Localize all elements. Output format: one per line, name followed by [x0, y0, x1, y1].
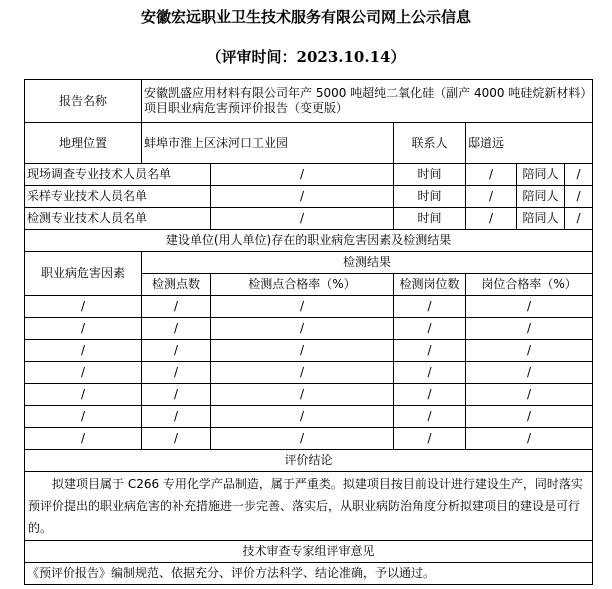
table-row	[25, 340, 593, 362]
cell: /	[211, 428, 394, 450]
time-label: 时间	[394, 208, 466, 230]
conclusion-title: 评价结论	[25, 450, 593, 472]
cell: /	[25, 340, 142, 362]
column-header: 检测点数	[142, 274, 211, 296]
conclusion-text: 拟建项目属于 C266 专用化学产品制造，属于严重类。拟建项目按目前设计进行建设生产，同时落实预评价提出的职业病危害的补充措施进一步完善、落实后，从职业病防治角度分析拟建项目的建设是可行的。	[25, 472, 593, 541]
cell: /	[142, 428, 211, 450]
cell: /	[211, 384, 394, 406]
cell: /	[142, 384, 211, 406]
column-header: 检测岗位数	[394, 274, 466, 296]
location-value: 蚌埠市淮上区沫河口工业园	[142, 123, 394, 164]
expert-text-row	[25, 563, 593, 585]
accompany-value: /	[565, 186, 593, 208]
contact-value: 邸道远	[466, 123, 593, 164]
cell: /	[466, 296, 593, 318]
cell: /	[142, 296, 211, 318]
cell: /	[211, 296, 394, 318]
cell: /	[25, 428, 142, 450]
personnel-names: /	[211, 186, 394, 208]
report-name-row	[25, 80, 593, 123]
personnel-row	[25, 186, 593, 208]
personnel-row	[25, 164, 593, 186]
cell: /	[394, 340, 466, 362]
report-name-label: 报告名称	[25, 80, 142, 123]
cell: /	[25, 406, 142, 428]
accompany-label: 陪同人	[517, 186, 565, 208]
hazards-header-row	[25, 252, 593, 274]
location-row	[25, 123, 593, 164]
time-value: /	[466, 186, 517, 208]
time-label: 时间	[394, 186, 466, 208]
cell: /	[25, 318, 142, 340]
personnel-label: 现场调查专业技术人员名单	[25, 164, 211, 186]
cell: /	[394, 384, 466, 406]
cell: /	[466, 318, 593, 340]
personnel-row	[25, 208, 593, 230]
cell: /	[466, 362, 593, 384]
personnel-names: /	[211, 164, 394, 186]
expert-text: 《预评价报告》编制规范、依据充分、评价方法科学、结论准确，予以通过。	[25, 563, 593, 585]
cell: /	[142, 362, 211, 384]
cell: /	[394, 296, 466, 318]
factor-header: 职业病危害因素	[25, 252, 142, 296]
column-header: 岗位合格率（%）	[466, 274, 593, 296]
table-row	[25, 384, 593, 406]
cell: /	[466, 406, 593, 428]
cell: /	[211, 406, 394, 428]
cell: /	[394, 362, 466, 384]
cell: /	[211, 362, 394, 384]
accompany-label: 陪同人	[517, 164, 565, 186]
cell: /	[394, 406, 466, 428]
hazards-section-row	[25, 230, 593, 252]
time-label: 时间	[394, 164, 466, 186]
table-row	[25, 362, 593, 384]
table-row	[25, 428, 593, 450]
conclusion-text-row	[25, 472, 593, 541]
table-row	[25, 296, 593, 318]
cell: /	[142, 340, 211, 362]
cell: /	[466, 384, 593, 406]
accompany-label: 陪同人	[517, 208, 565, 230]
disclosure-table	[24, 79, 593, 585]
accompany-value: /	[565, 164, 593, 186]
cell: /	[25, 296, 142, 318]
report-name-value: 安徽凯盛应用材料有限公司年产 5000 吨超纯二氧化硅（副产 4000 吨硅烷新材料）项目职业病危害预评价报告（变更版）	[142, 80, 593, 123]
cell: /	[394, 428, 466, 450]
time-value: /	[466, 208, 517, 230]
personnel-names: /	[211, 208, 394, 230]
column-header: 检测点合格率（%）	[211, 274, 394, 296]
cell: /	[394, 318, 466, 340]
contact-label: 联系人	[394, 123, 466, 164]
expert-title-row	[25, 541, 593, 563]
cell: /	[25, 384, 142, 406]
review-date: （评审时间：2023.10.14）	[206, 48, 406, 66]
cell: /	[142, 406, 211, 428]
personnel-label: 检测专业技术人员名单	[25, 208, 211, 230]
accompany-value: /	[565, 208, 593, 230]
cell: /	[466, 428, 593, 450]
time-value: /	[466, 164, 517, 186]
expert-title: 技术审查专家组评审意见	[25, 541, 593, 563]
cell: /	[142, 318, 211, 340]
cell: /	[25, 362, 142, 384]
table-row	[25, 406, 593, 428]
hazards-section-title: 建设单位(用人单位)存在的职业病危害因素及检测结果	[25, 230, 593, 252]
personnel-label: 采样专业技术人员名单	[25, 186, 211, 208]
cell: /	[211, 318, 394, 340]
results-header: 检测结果	[142, 252, 593, 274]
location-label: 地理位置	[25, 123, 142, 164]
conclusion-title-row	[25, 450, 593, 472]
cell: /	[466, 340, 593, 362]
cell: /	[211, 340, 394, 362]
table-row	[25, 318, 593, 340]
page-title: 安徽宏远职业卫生技术服务有限公司网上公示信息	[140, 8, 471, 26]
